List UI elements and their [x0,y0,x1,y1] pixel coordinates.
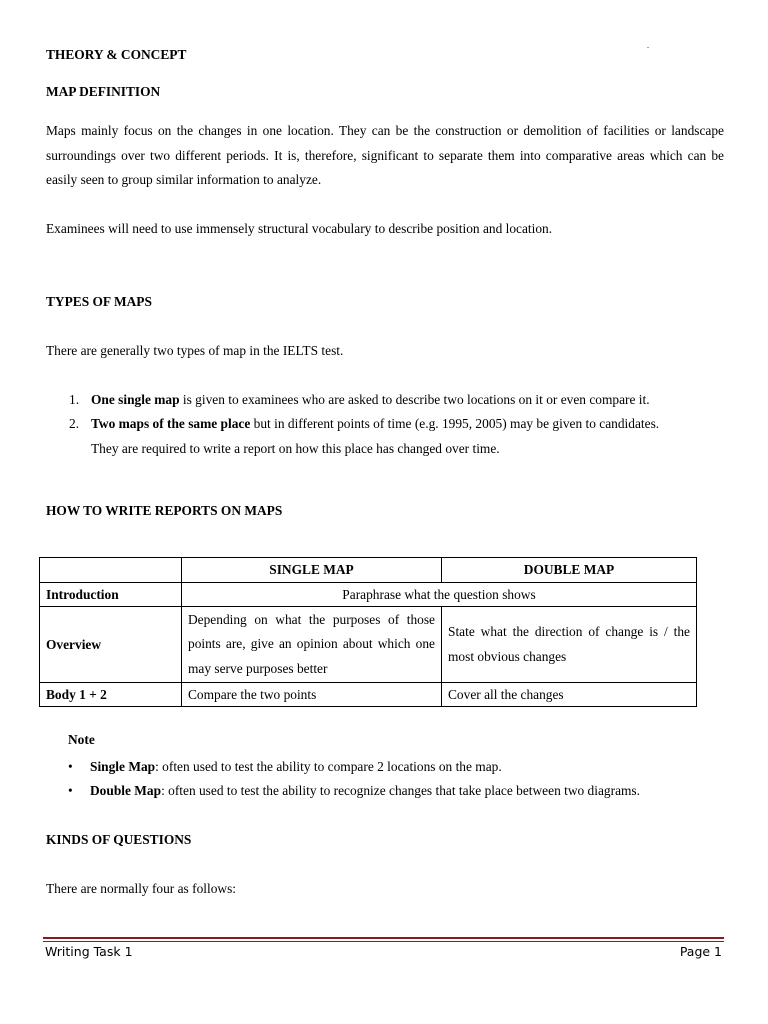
questions-intro: There are normally four as follows: [46,881,237,896]
list-number: 1. [69,392,80,407]
definition-paragraph [46,119,724,193]
note-item-text: : often used to test the ability to compare 2 locations on the map. [155,759,502,774]
introduction-cell: Paraphrase what the question shows [182,583,697,607]
heading-theory: THEORY & CONCEPT [46,47,187,62]
heading-how-to-write: HOW TO WRITE REPORTS ON MAPS [46,503,283,518]
overview-double-cell: State what the direction of change is / the most obvious changes [442,607,697,683]
report-structure-table [39,557,697,707]
footer-left: Writing Task 1 [45,944,133,959]
list-item-text: is given to examinees who are asked to describe two locations on it or even compare it. [179,392,650,407]
table-row [40,607,697,683]
table-header-row [40,558,697,583]
row-label-body: Body 1 + 2 [40,683,182,707]
note-title: Note [68,732,95,747]
table-header-empty [40,558,182,583]
definition-line: surroundings over two different periods. It is, therefore, significant to separate them into comparative areas which can be [46,147,724,163]
list-number: 2. [69,416,80,431]
heading-types-of-maps: TYPES OF MAPS [46,294,152,309]
footer-rule [43,937,724,939]
row-label-overview: Overview [40,607,182,683]
note-item-text: : often used to test the ability to recognize changes that take place between two diagrams. [161,783,640,798]
table-header-double: DOUBLE MAP [442,558,697,583]
note-item-bold: Single Map [90,759,156,774]
footer-rule [43,941,724,942]
table-row [40,583,697,607]
list-item-text: but in different points of time (e.g. 1995, 2005) may be given to candidates. [250,416,660,431]
footer-page-number: Page 1 [679,944,722,959]
definition-line: Maps mainly focus on the changes in one location. They can be the construction or demolition of facilities or landscape [46,123,724,138]
overview-single-cell: Depending on what the purposes of those points are, give an opinion about which one may serve purposes better [182,607,442,683]
corner-mark: . [647,41,649,50]
table-header-single: SINGLE MAP [182,558,442,583]
list-item-continuation: They are required to write a report on how this place has changed over time. [91,441,500,456]
body-double-cell: Cover all the changes [442,683,697,707]
list-item-bold: Two maps of the same place [91,416,251,431]
definition-line: easily seen to group similar information to analyze. [46,172,322,187]
body-single-cell: Compare the two points [182,683,442,707]
list-item-bold: One single map [91,392,180,407]
heading-map-definition: MAP DEFINITION [46,84,161,99]
note-item-bold: Double Map [90,783,162,798]
types-intro: There are generally two types of map in the IELTS test. [46,343,344,358]
row-label-introduction: Introduction [40,583,182,607]
bullet-icon: • [68,759,73,774]
bullet-icon: • [68,783,73,798]
heading-kinds-of-questions: KINDS OF QUESTIONS [46,832,192,847]
table-row [40,683,697,707]
examinees-text: Examinees will need to use immensely structural vocabulary to describe position and location. [46,221,553,236]
